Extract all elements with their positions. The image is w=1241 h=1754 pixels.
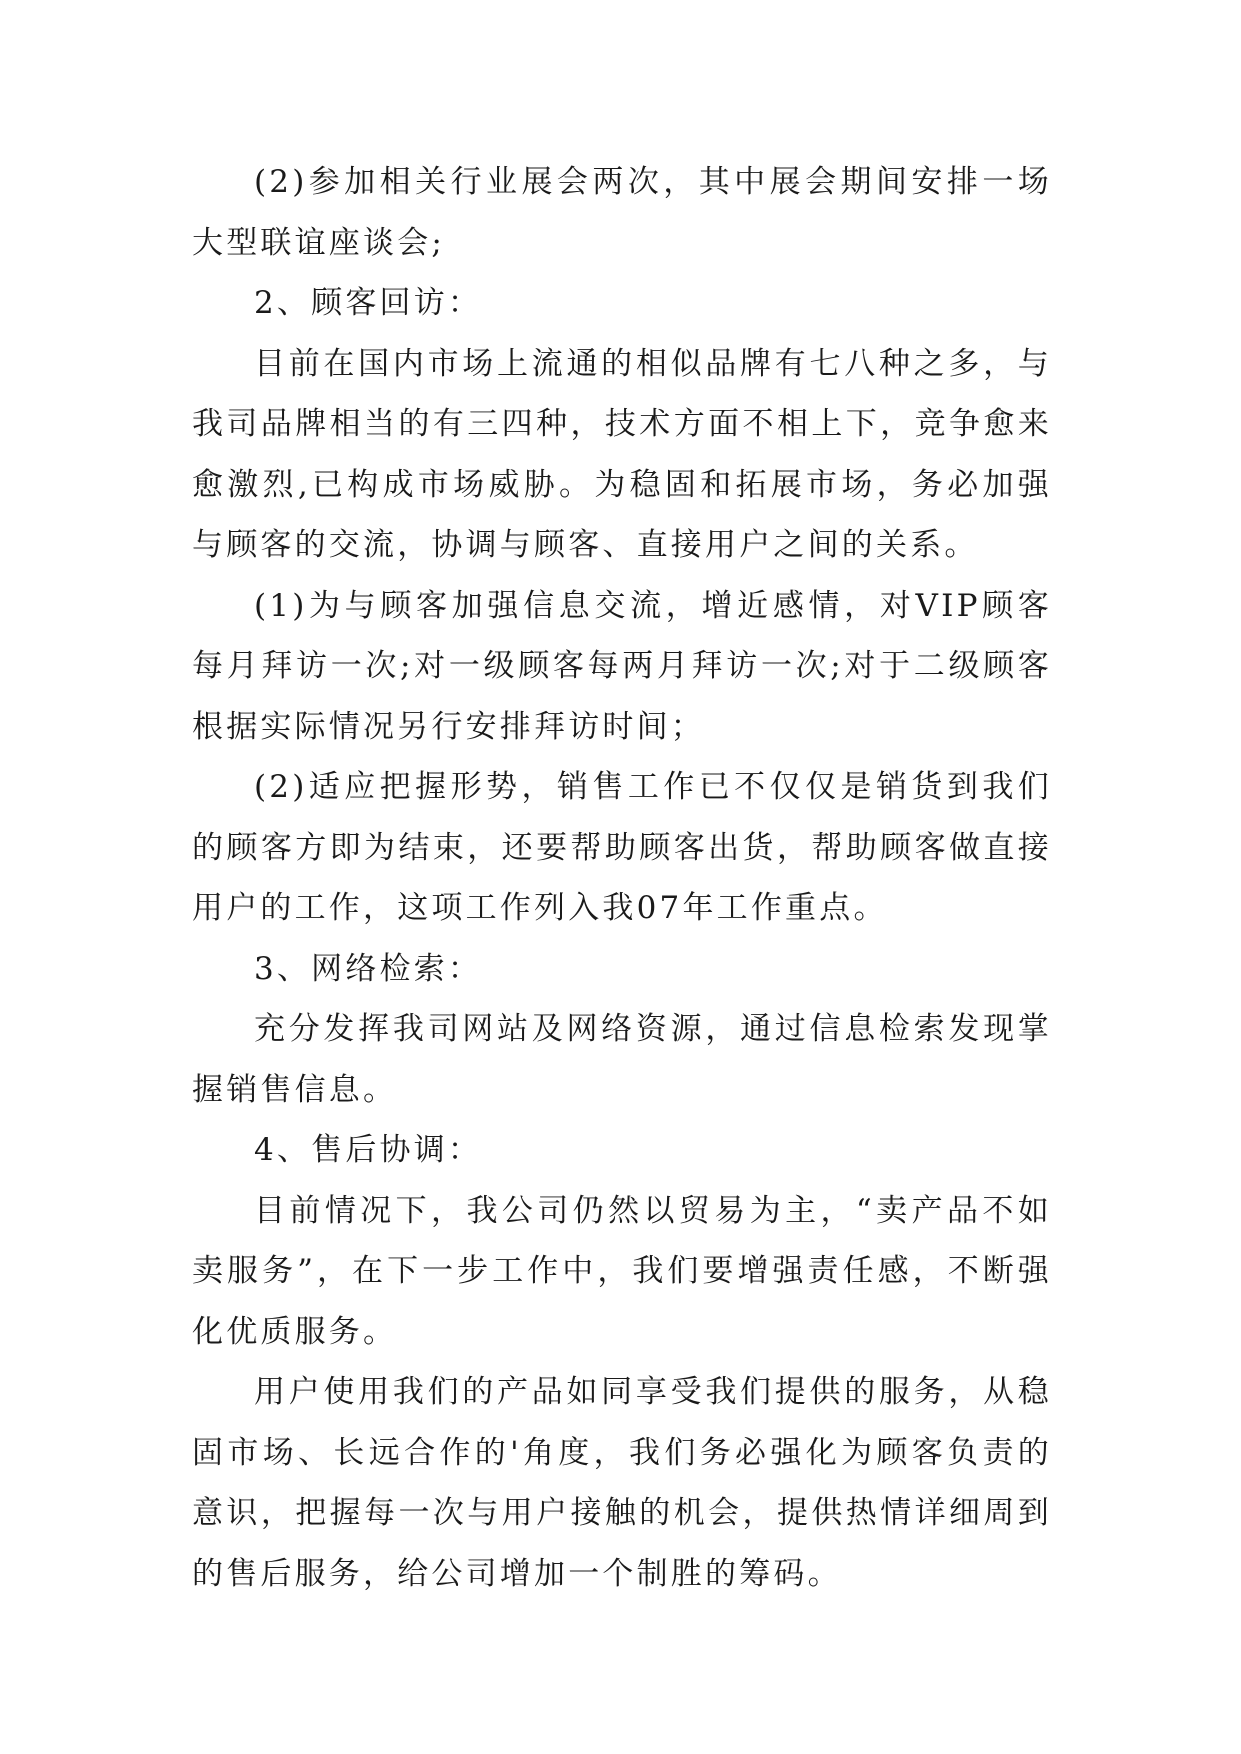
paragraph-exhibition: (2)参加相关行业展会两次，其中展会期间安排一场大型联谊座谈会; [192, 164, 1052, 261]
document-body [192, 152, 1052, 1604]
paragraph-customer-responsibility: 用户使用我们的产品如同享受我们提供的服务，从稳固市场、长远合作的'角度，我们务必强化为顾客负责的意识，把握每一次与用户接触的机会，提供热情详细周到的售后服务，给公司增加一个制胜的筹码。 [192, 1374, 1052, 1592]
paragraph-visit-schedule: (1)为与顾客加强信息交流，增近感情，对VIP顾客每月拜访一次;对一级顾客每两月拜访一次;对于二级顾客根据实际情况另行安排拜访时间； [192, 587, 1052, 745]
heading-after-sales: 4、售后协调： [254, 1132, 483, 1168]
heading-network-search: 3、网络检索： [254, 950, 483, 987]
paragraph-network-resources: 充分发挥我司网站及网络资源，通过信息检索发现掌握销售信息。 [192, 1011, 1052, 1108]
paragraph-market-situation: 目前在国内市场上流通的相似品牌有七八种之多，与我司品牌相当的有三四种，技术方面不相上下，竞争愈来愈激烈,已构成市场威胁。为稳固和拓展市场，务必加强与顾客的交流，协调与顾客、直接用户之间的关系。 [192, 345, 1052, 563]
paragraph-sales-work: (2)适应把握形势，销售工作已不仅仅是销货到我们的顾客方即为结束，还要帮助顾客出货，帮助顾客做直接用户的工作，这项工作列入我07年工作重点。 [192, 769, 1052, 926]
paragraph-service-focus: 目前情况下，我公司仍然以贸易为主，“卖产品不如卖服务”，在下一步工作中，我们要增强责任感，不断强化优质服务。 [192, 1192, 1052, 1350]
heading-customer-visit: 2、顾客回访： [254, 285, 483, 321]
